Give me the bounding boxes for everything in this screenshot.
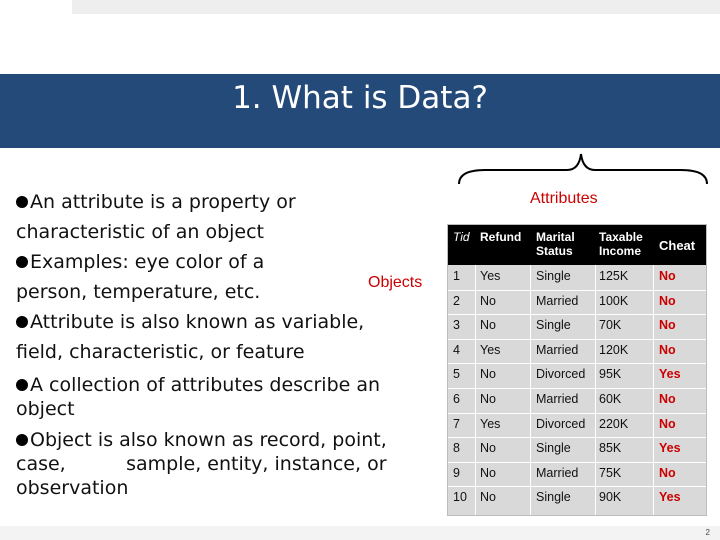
- cheat-cell: No: [659, 392, 676, 406]
- bullet-icon: [16, 256, 28, 268]
- bullet-line: Object is also known as record, point,: [30, 429, 387, 451]
- refund-cell: No: [480, 293, 496, 308]
- page-number: 2: [705, 528, 710, 537]
- taxable-income-cell: 125K: [599, 269, 629, 283]
- taxable-income-cell: 95K: [599, 367, 622, 382]
- bullet-line: field, characteristic, or feature: [16, 341, 305, 363]
- page-title: 1. What is Data?: [232, 80, 488, 116]
- cheat-cell: Yes: [659, 367, 681, 382]
- refund-cell: No: [480, 490, 496, 505]
- column-divider: [595, 265, 596, 515]
- column-divider: [475, 265, 476, 515]
- tid-cell: 7: [453, 416, 460, 431]
- bullet-line: observation: [16, 477, 129, 499]
- cheat-cell: No: [659, 416, 676, 431]
- cheat-cell: No: [659, 342, 676, 357]
- bullet-line: An attribute is a property or: [30, 191, 296, 213]
- top-strip: [72, 0, 720, 14]
- refund-cell: No: [480, 392, 496, 406]
- row-divider: [448, 314, 706, 315]
- tid-cell: 4: [453, 342, 460, 357]
- taxable-income-cell: 70K: [599, 318, 622, 333]
- marital-status-cell: Single: [536, 490, 571, 505]
- tid-cell: 2: [453, 293, 460, 308]
- taxable-income-cell: 85K: [599, 441, 622, 456]
- marital-status-cell: Married: [536, 465, 579, 480]
- column-divider: [653, 265, 654, 515]
- cheat-cell: Yes: [659, 490, 681, 505]
- marital-status-cell: Single: [536, 318, 571, 333]
- bullet-line: case, sample, entity, instance, or: [16, 453, 387, 475]
- bullet-line: Examples: eye color of a: [30, 251, 265, 273]
- refund-cell: No: [480, 318, 496, 333]
- header-refund: Refund: [480, 230, 522, 244]
- bullet-icon: [16, 379, 28, 391]
- refund-cell: No: [480, 367, 496, 382]
- refund-cell: Yes: [480, 269, 501, 283]
- bullet-line: person, temperature, etc.: [16, 281, 261, 303]
- attributes-label: Attributes: [530, 190, 598, 207]
- header-marital-status: Marital Status: [536, 230, 575, 258]
- refund-cell: No: [480, 441, 496, 456]
- objects-label: Objects: [368, 274, 423, 291]
- taxable-income-cell: 60K: [599, 392, 622, 406]
- marital-status-cell: Single: [536, 441, 571, 456]
- row-divider: [448, 290, 706, 291]
- tid-cell: 1: [453, 269, 460, 283]
- cheat-cell: No: [659, 465, 676, 480]
- header-tid: Tid: [453, 230, 470, 244]
- row-divider: [448, 437, 706, 438]
- refund-cell: Yes: [480, 342, 501, 357]
- bullet-icon: [16, 316, 28, 328]
- marital-status-cell: Divorced: [536, 416, 586, 431]
- row-divider: [448, 339, 706, 340]
- bullet-line: object: [16, 398, 75, 420]
- marital-status-cell: Single: [536, 269, 571, 283]
- refund-cell: No: [480, 465, 496, 480]
- cheat-cell: No: [659, 318, 676, 333]
- bullet-icon: [16, 434, 28, 446]
- cheat-cell: Yes: [659, 441, 681, 456]
- marital-status-cell: Married: [536, 293, 579, 308]
- tid-cell: 3: [453, 318, 460, 333]
- header-taxable-income: Taxable Income: [599, 230, 643, 258]
- data-table: [447, 224, 707, 516]
- taxable-income-cell: 120K: [599, 342, 629, 357]
- row-divider: [448, 388, 706, 389]
- taxable-income-cell: 90K: [599, 490, 622, 505]
- taxable-income-cell: 100K: [599, 293, 629, 308]
- refund-cell: Yes: [480, 416, 501, 431]
- bullet-line: Attribute is also known as variable,: [30, 311, 365, 333]
- row-divider: [448, 462, 706, 463]
- marital-status-cell: Divorced: [536, 367, 586, 382]
- row-divider: [448, 413, 706, 414]
- cheat-cell: No: [659, 293, 676, 308]
- row-divider: [448, 486, 706, 487]
- taxable-income-cell: 75K: [599, 465, 622, 480]
- taxable-income-cell: 220K: [599, 416, 629, 431]
- cheat-cell: No: [659, 269, 676, 283]
- bullet-line: characteristic of an object: [16, 221, 265, 243]
- tid-cell: 5: [453, 367, 460, 382]
- attributes-brace-icon: [455, 148, 713, 188]
- header-cheat: Cheat: [659, 238, 696, 253]
- bullet-icon: [16, 196, 28, 208]
- tid-cell: 8: [453, 441, 460, 456]
- marital-status-cell: Married: [536, 342, 579, 357]
- tid-cell: 9: [453, 465, 460, 480]
- column-divider: [530, 265, 531, 515]
- marital-status-cell: Married: [536, 392, 579, 406]
- bottom-strip: [0, 526, 720, 540]
- tid-cell: 10: [453, 490, 467, 505]
- row-divider: [448, 363, 706, 364]
- bullet-line: A collection of attributes describe an: [30, 374, 381, 396]
- tid-cell: 6: [453, 392, 460, 406]
